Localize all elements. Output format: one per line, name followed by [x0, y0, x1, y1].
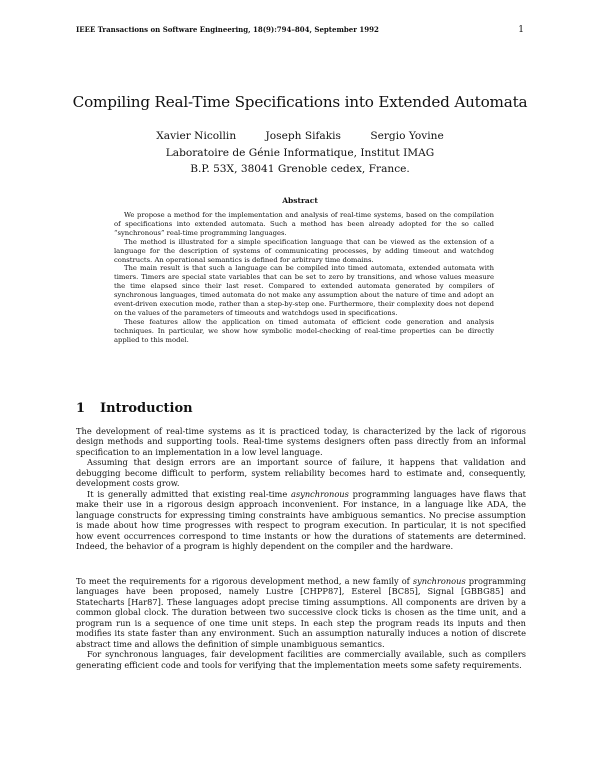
author-name: Joseph Sifakis: [265, 130, 341, 142]
body-paragraph: [76, 489, 526, 552]
emphasized-term: synchronous: [412, 576, 466, 586]
text-run: programming languages have flaws that make their use in a rigorous design approach inconvenient. For instance, in a language like ADA, the language constructs for expressing timing constraints have ambiguous semantics. No precise assumption is made about how time progresses with respect to program execution. In particular, it is not specified how event occurrences correspond to time instants or how the durations of statements are determined. Indeed, the behavior of a program is highly dependent on the compiler and the hardware.: [76, 488, 526, 551]
body-paragraph: For synchronous languages, fair development facilities are commercially available, such as compilers generating efficient code and tools for verifying that the implementation meets some safety requirements.: [76, 649, 526, 670]
journal-citation: IEEE Transactions on Software Engineering, 18(9):794–804, September 1992: [76, 25, 379, 34]
author-name: Xavier Nicollin: [156, 130, 237, 142]
affiliation-line: Laboratoire de Génie Informatique, Institut IMAG: [165, 147, 435, 159]
abstract-paragraph: The method is illustrated for a simple specification language that can be viewed as the extension of a language for the description of systems of communicating processes, by adding timeout and watchdog constructs. An operational semantics is defined for arbitrary time domains.: [114, 237, 494, 264]
section-number: 1: [76, 401, 86, 416]
abstract-paragraph: We propose a method for the implementation and analysis of real-time systems, based on the compilation of specifications into extended automata. Such a method has been already adopted for the so called “synchronous” real-time programming languages.: [114, 211, 494, 237]
paper-title: Compiling Real-Time Specifications into Extended Automata: [72, 93, 528, 111]
body-paragraph: The development of real-time systems as it is practiced today, is characterized by the lack of rigorous design methods and supporting tools. Real-time systems designers often pass directly from an informal specification to an implementation in a low level language.: [76, 426, 526, 457]
affiliation: [0, 146, 600, 177]
running-head: [76, 25, 524, 34]
author-list: [0, 130, 600, 142]
section-title: Introduction: [100, 401, 193, 416]
abstract-body: [114, 211, 494, 345]
emphasized-term: asynchronous: [291, 488, 349, 499]
text-run: It is generally admitted that existing real-time: [87, 488, 292, 499]
abstract-heading: Abstract: [282, 196, 318, 205]
affiliation-line: B.P. 53X, 38041 Grenoble cedex, France.: [190, 162, 410, 175]
page-number: 1: [518, 25, 524, 35]
text-run: To meet the requirements for a rigorous development method, a new family of: [76, 576, 413, 586]
author-name: Sergio Yovine: [370, 130, 444, 142]
text-run: programming languages have been proposed, namely Lustre [CHPP87], Esterel [BC85], Signal [GBBG85] and Statecharts [Har87]. These languages adopt precise timing assumptions. All components are driven by a common global clock. The duration between two successive clock ticks is chosen as the time unit, and a program run is a sequence of one time unit steps. In each step the program reads its inputs and then modifies its state faster than any environment. Such an assumption naturally induces a notion of discrete abstract time and allows the definition of simple unambiguous semantics.: [76, 576, 526, 649]
section-body: [76, 426, 526, 551]
section-heading: [76, 401, 193, 416]
abstract-paragraph: These features allow the application on timed automata of efficient code generation and analysis techniques. In particular, we show how symbolic model-checking of real-time properties can be directly applied to this model.: [114, 317, 494, 344]
body-paragraph: [76, 576, 526, 649]
body-paragraph: Assuming that design errors are an important source of failure, it happens that validation and debugging become difficult to perform, system reliability becomes hard to estimate and, consequently, development costs grow.: [76, 457, 526, 489]
abstract-paragraph: The main result is that such a language can be compiled into timed automata, extended automata with timers. Timers are special state variables that can be set to zero by transitions, and whose values measure the time elapsed since their last reset. Compared to extended automata generated by compilers of synchronous languages, timed automata do not make any assumption about the nature of time and adopt an event-driven execution mode, rather than a step-by-step one. Furthermore, their complexity does not depend on the values of the parameters of timeouts and watchdogs used in specifications.: [114, 264, 494, 317]
section-body-continued: [76, 576, 526, 670]
